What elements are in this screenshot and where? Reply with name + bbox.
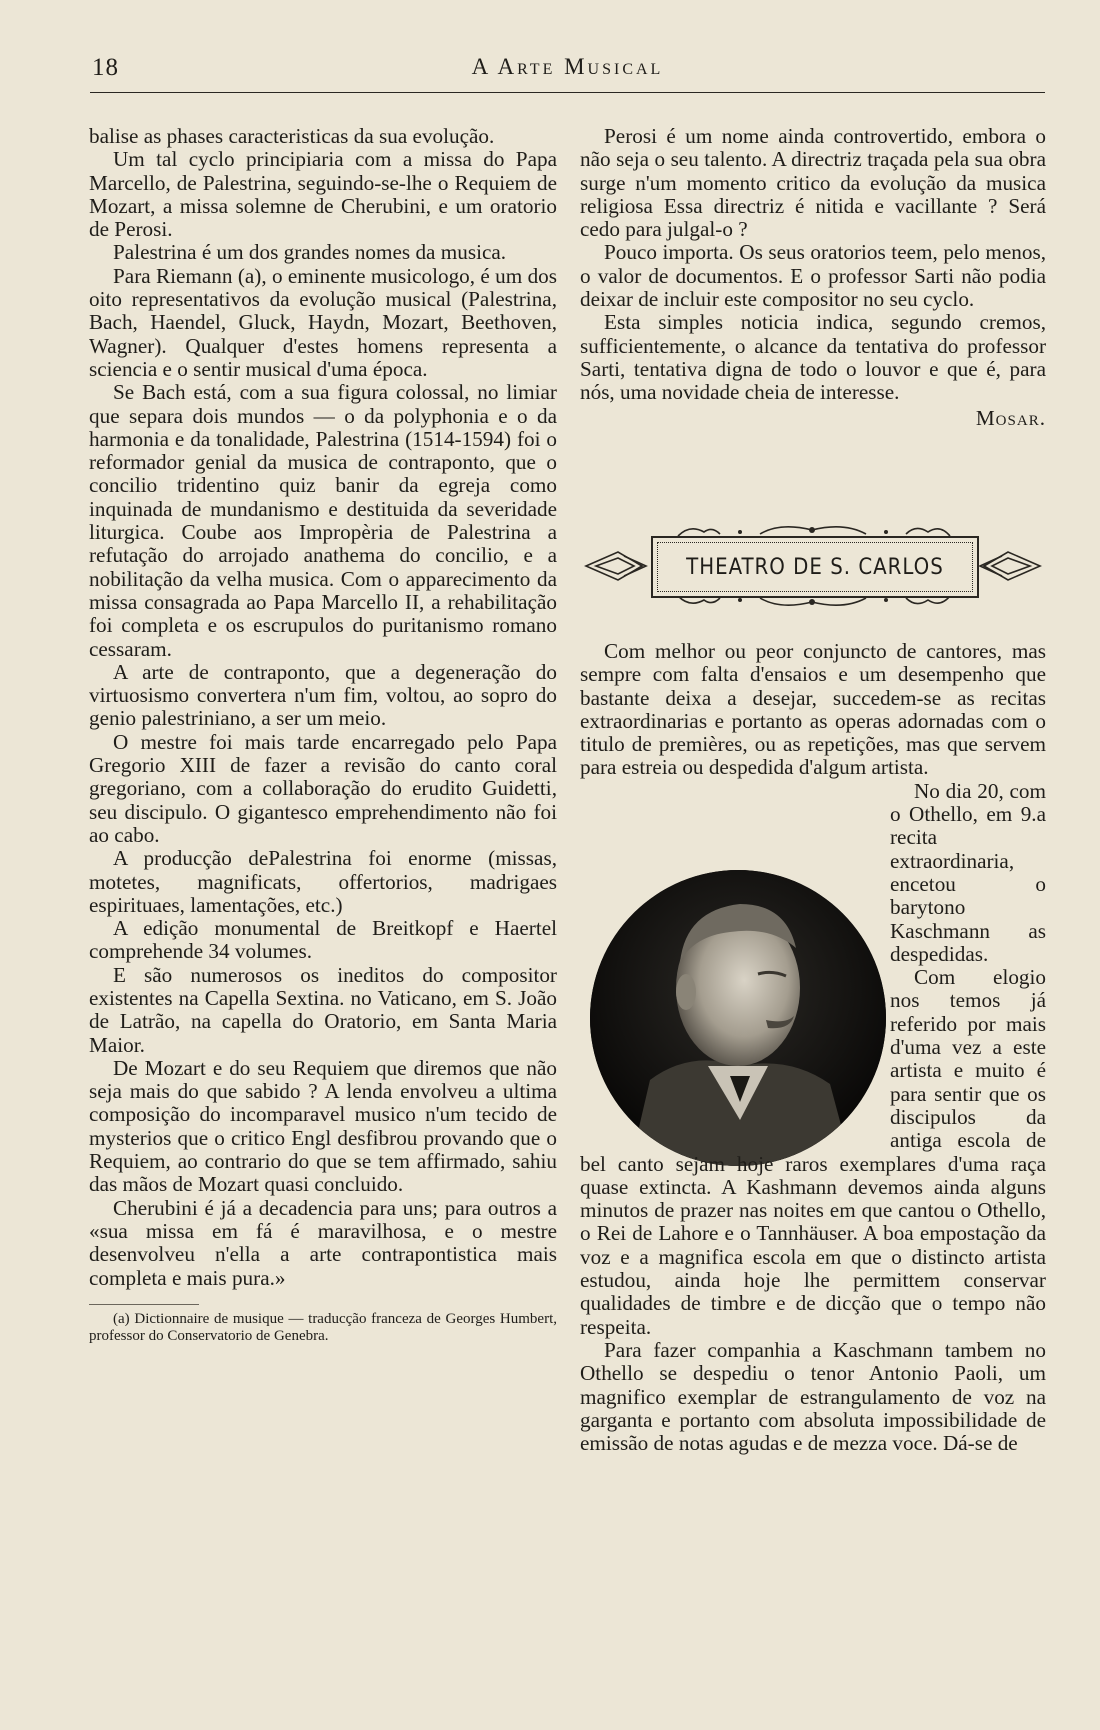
left-column [89,125,557,1346]
paragraph: Palestrina é um dos grandes nomes da musica. [113,240,507,265]
banner-box [651,536,979,598]
paragraph: A arte de contraponto, que a degeneração do virtuosismo convertera n'um fim, voltou, ao sopro do genio palestriniano, a ser um meio. [89,659,557,731]
paragraph: Pouco importa. Os seus oratorios teem, pelo menos, o valor de documentos. E o professor Sarti não podia deixar de incluir este compositor no seu cyclo. [580,240,1046,312]
paragraph: Esta simples noticia indica, segundo cremos, sufficientemente, o alcance da tentativa do professor Sarti, tentativa digna de todo o louvor e que é, para nós, uma novidade cheia de interesse. [580,310,1046,405]
right-column-top [580,125,1046,430]
author-signature: Mosar. [975,405,1046,430]
paragraph: Com melhor ou peor conjuncto de cantores, mas sempre com falta d'ensaios e um desempenho que bastante deixa a desejar, succedem-se as recitas extraordinarias e portanto as operas adornadas com o titulo de premières, ou as repetições, mas que servem para estreia ou despedida d'algum artista. [580,639,1046,780]
paragraph: A producção dePalestrina foi enorme (missas, motetes, magnificats, offertorios, madrigaes espirituaes, lamentações, etc.) [89,846,557,917]
right-column-bottom [580,640,1046,1455]
paragraph: O mestre foi mais tarde encarregado pelo Papa Gregorio XIII de fazer a revisão do canto coral gregoriano, com a collaboração do erudito Guidetti, seu discipulo. O gigantesco emprehendimento não foi ao cabo. [89,729,557,847]
paragraph: Para fazer companhia a Kaschmann tambem no Othello se despediu o tenor Antonio Paoli, um magnifico exemplar de estrangulamento de voz na garganta e portanto com absoluta impossibilidade de emissão de notas agudas e de mezza voce. Dá-se de [580,1337,1046,1456]
paragraph: Cherubini é já a decadencia para uns; para outros a «sua missa em fá é maravilhosa, e o mestre desenvolveu n'ella a arte contrapontistica mais completa e mais pura.» [89,1195,557,1290]
section-banner [580,522,1046,610]
journal-title: A Arte Musical [471,54,664,79]
paragraph: balise as phases caracteristicas da sua evolução. [89,124,495,148]
page-number: 18 [92,54,119,81]
paragraph: A edição monumental de Breitkopf e Haertel comprehende 34 volumes. [89,916,557,964]
footnote-divider [89,1304,199,1305]
paragraph: E são numerosos os ineditos do compositor existentes na Capella Sextina. no Vaticano, em S. João de Latrão, na capella do Oratorio, em Santa Maria Maior. [89,962,557,1057]
paragraph: Para Riemann (a), o eminente musicologo, é um dos oito representativos da evolução musical (Palestrina, Bach, Haendel, Gluck, Haydn, Mozart, Beethoven, Wagner). Qualquer d'estes homens representa a sciencia e o sentir musical d'uma época. [89,263,557,381]
paragraph: De Mozart e do seu Requiem que diremos que não seja mais do que sabido ? A lenda envolveu a ultima composição do incomparavel musico n'um tecido de mysterios que o critico Engl desfibrou provando que o Requiem, ao contrario do que se tem affirmado, sahiu das mãos de Mozart quasi concluido. [89,1055,557,1197]
portrait-space [580,803,890,1151]
paragraph: Com elogio nos temos já referido por mais d'uma vez a este artista e muito é para sentir que os discipulos da antiga escola de bel canto sejam hoje raros exemplares d'uma raça quase extincta. A Kashmann devemos ainda alguns minutos de prazer nas noites em que cantou o Othello, o Rei de Lahore e o Tannhäuser. A boa empostação da voz e a magnifica escola em que o distincto artista estudou, ainda hoje lhe permittem conservar qualidades de timbre e de dicção que o tempo não respeita. [580,965,1046,1339]
page-header [90,52,1045,93]
paragraph: Um tal cyclo principiaria com a missa do Papa Marcello, de Palestrina, seguindo-se-lhe o Requiem de Mozart, a missa solemne de Cherubini, e um oratorio de Perosi. [89,147,557,242]
paragraph: Perosi é um nome ainda controvertido, embora o não seja o seu talento. A directriz traçada pela sua obra surge n'um momento critico da evolução da musica religiosa Essa directriz é nitida e vacillante ? Será cedo para julgal-o ? [580,124,1046,242]
paragraph: No dia 20, com o Othello, em 9.a recita extraordinaria, encetou o barytono Kaschmann as despedidas. [890,778,1046,966]
paragraph: Se Bach está, com a sua figura colossal, no limiar que separa dois mundos — o da polyphonia e o da harmonia e da tonalidade, Palestrina (1514-1594) foi o reformador genial da musica de contraponto, que o concilio tridentino quiz banir da egreja como inquinada de mundanismo e destituida da severidade liturgica. Coube aos Impropèria de Palestrina a refutação do arrojado anathema do concilio, e a nobilitação da velha musica. Com o apparecimento da missa consagrada ao Papa Marcello II, a rehabilitação foi completa e os escrupulos do puritanismo romano cessaram. [89,380,557,661]
footnote: (a) Dictionnaire de musique — traducção franceza de Georges Humbert, professor do Conservatorio de Genebra. [89,1310,557,1345]
section-title: THEATRO DE S. CARLOS [686,555,944,580]
